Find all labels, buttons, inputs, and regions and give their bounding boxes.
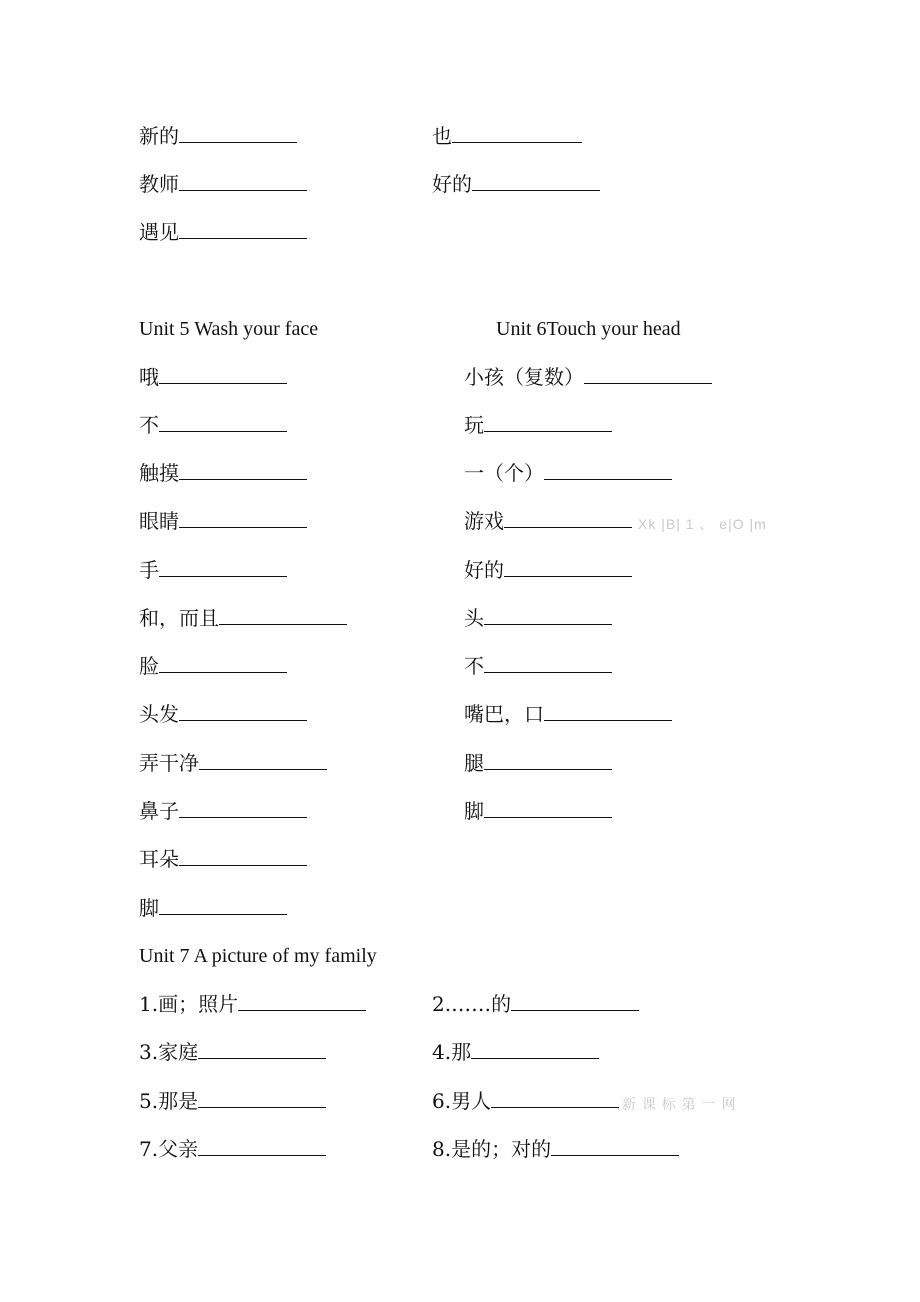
answer-blank xyxy=(198,1089,326,1108)
word-row xyxy=(139,220,307,244)
word-label: 教师 xyxy=(139,172,179,196)
answer-blank xyxy=(159,896,287,915)
answer-blank xyxy=(484,413,612,432)
word-row xyxy=(139,702,307,726)
word-label: 不 xyxy=(464,654,484,678)
word-label: 头发 xyxy=(139,702,179,726)
answer-blank xyxy=(179,509,307,528)
answer-blank xyxy=(238,992,366,1011)
word-row xyxy=(139,751,327,775)
answer-blank xyxy=(504,558,632,577)
word-label: 头 xyxy=(464,606,484,630)
answer-blank xyxy=(179,799,307,818)
answer-blank xyxy=(484,654,612,673)
word-row xyxy=(432,172,600,196)
word-label: 手 xyxy=(139,558,159,582)
word-label: 5.那是 xyxy=(139,1089,199,1113)
answer-blank xyxy=(179,172,307,191)
word-label: 小孩（复数） xyxy=(464,365,584,389)
word-row xyxy=(464,461,672,485)
word-row xyxy=(139,1137,326,1161)
word-row xyxy=(464,509,632,533)
word-row xyxy=(139,606,347,630)
answer-blank xyxy=(159,413,287,432)
answer-blank xyxy=(484,751,612,770)
word-row xyxy=(139,654,287,678)
answer-blank xyxy=(471,1040,599,1059)
word-row xyxy=(464,413,612,437)
unit7-heading: Unit 7 A picture of my family xyxy=(139,945,377,967)
word-label: 哦 xyxy=(139,365,159,389)
word-row xyxy=(432,1137,679,1161)
answer-blank xyxy=(472,172,600,191)
answer-blank xyxy=(199,751,327,770)
answer-blank xyxy=(484,799,612,818)
word-label: 新的 xyxy=(139,124,179,148)
word-row xyxy=(464,702,672,726)
answer-blank xyxy=(179,702,307,721)
word-row xyxy=(139,896,287,920)
word-label: 6.男人 xyxy=(432,1089,492,1113)
answer-blank xyxy=(544,702,672,721)
watermark: Xk |B| 1 、 e|O |m xyxy=(638,516,767,532)
answer-blank xyxy=(504,509,632,528)
answer-blank xyxy=(198,1137,326,1156)
answer-blank xyxy=(491,1089,619,1108)
word-row xyxy=(464,799,612,823)
word-label: 脚 xyxy=(139,896,159,920)
word-label: 好的 xyxy=(432,172,472,196)
answer-blank xyxy=(544,461,672,480)
word-row xyxy=(464,365,712,389)
word-label: 也 xyxy=(432,124,452,148)
word-label: 耳朵 xyxy=(139,847,179,871)
word-row xyxy=(432,1040,599,1064)
word-row xyxy=(139,461,307,485)
word-label: 7.父亲 xyxy=(139,1137,199,1161)
word-label: 3.家庭 xyxy=(139,1040,199,1064)
word-label: 脸 xyxy=(139,654,159,678)
word-row xyxy=(139,172,307,196)
answer-blank xyxy=(198,1040,326,1059)
answer-blank xyxy=(219,606,347,625)
word-label: 眼睛 xyxy=(139,509,179,533)
word-label: 8.是的；对的 xyxy=(432,1137,552,1161)
word-row xyxy=(464,751,612,775)
answer-blank xyxy=(179,220,307,239)
word-row xyxy=(139,509,307,533)
word-row xyxy=(139,365,287,389)
unit5-heading: Unit 5 Wash your face xyxy=(139,318,319,340)
answer-blank xyxy=(179,847,307,866)
word-row xyxy=(139,799,307,823)
word-label: 和，而且 xyxy=(139,606,219,630)
word-label: 一（个） xyxy=(464,461,544,485)
word-row xyxy=(139,1089,326,1113)
word-row xyxy=(432,992,639,1016)
watermark: 新 课 标 第 一 网 xyxy=(622,1096,737,1112)
word-row xyxy=(432,124,582,148)
word-label: 4.那 xyxy=(432,1040,472,1064)
word-row xyxy=(139,558,287,582)
word-row xyxy=(464,606,612,630)
answer-blank xyxy=(159,654,287,673)
word-label: 遇见 xyxy=(139,220,179,244)
answer-blank xyxy=(159,365,287,384)
word-row xyxy=(139,1040,326,1064)
word-label: 2.……的 xyxy=(432,992,512,1016)
word-row xyxy=(464,654,612,678)
answer-blank xyxy=(584,365,712,384)
answer-blank xyxy=(179,461,307,480)
word-label: 玩 xyxy=(464,413,484,437)
word-label: 1.画；照片 xyxy=(139,992,239,1016)
word-row xyxy=(139,992,366,1016)
answer-blank xyxy=(179,124,297,143)
word-row xyxy=(139,847,307,871)
word-label: 嘴巴，口 xyxy=(464,702,544,726)
word-row xyxy=(139,413,287,437)
answer-blank xyxy=(159,558,287,577)
answer-blank xyxy=(511,992,639,1011)
word-label: 好的 xyxy=(464,558,504,582)
word-label: 鼻子 xyxy=(139,799,179,823)
answer-blank xyxy=(551,1137,679,1156)
word-label: 游戏 xyxy=(464,509,504,533)
word-label: 弄干净 xyxy=(139,751,199,775)
word-label: 脚 xyxy=(464,799,484,823)
word-label: 触摸 xyxy=(139,461,179,485)
word-row xyxy=(139,124,297,148)
answer-blank xyxy=(452,124,582,143)
unit6-heading: Unit 6Touch your head xyxy=(496,318,681,340)
answer-blank xyxy=(484,606,612,625)
word-row xyxy=(464,558,632,582)
word-label: 腿 xyxy=(464,751,484,775)
word-row xyxy=(432,1089,619,1113)
word-label: 不 xyxy=(139,413,159,437)
